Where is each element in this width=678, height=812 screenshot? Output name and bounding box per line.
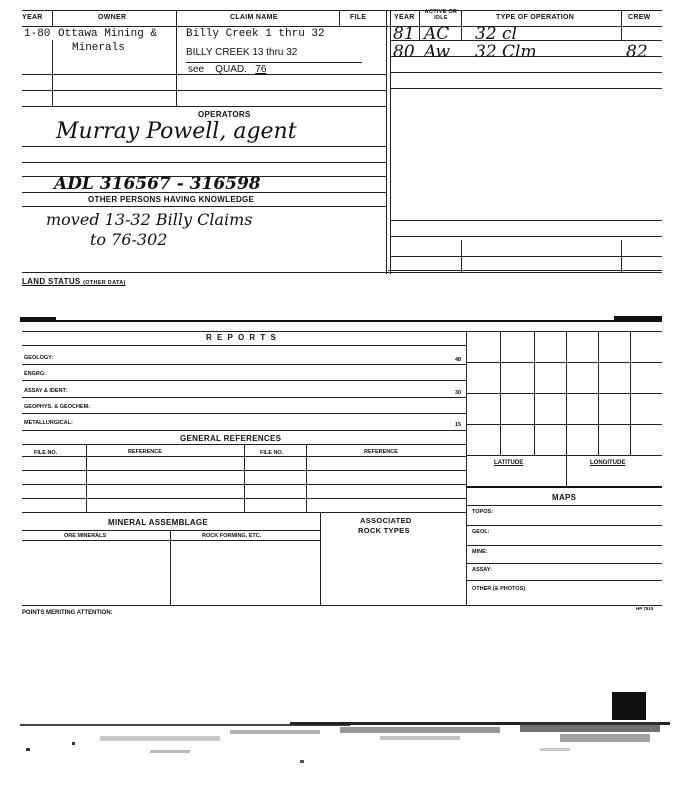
- op2-year: 80: [393, 42, 415, 62]
- report-engrg: ENGRG:: [24, 371, 46, 377]
- rule: [22, 345, 466, 346]
- rule: [22, 430, 466, 431]
- rule: [22, 470, 466, 471]
- rule: [320, 512, 321, 605]
- header-year: YEAR: [22, 14, 43, 21]
- op1-year: 81: [393, 24, 415, 44]
- rule: [390, 236, 662, 237]
- rule: [22, 26, 662, 27]
- rule: [466, 563, 662, 564]
- op2-status: Aw: [424, 42, 451, 62]
- other-persons-label: OTHER PERSONS HAVING KNOWLEDGE: [88, 195, 255, 204]
- latitude-label: LATITUDE: [494, 460, 524, 466]
- points-meriting-attention: POINTS MERITING ATTENTION:: [22, 610, 113, 616]
- claim-see: see: [188, 64, 205, 75]
- reports-title: R E P O R T S: [206, 333, 278, 342]
- op1-type: 32 cl: [475, 24, 517, 44]
- rule: [22, 498, 466, 499]
- rule: [390, 220, 662, 221]
- rock-forming: ROCK FORMING, ETC.: [202, 533, 262, 539]
- op1-status: AC: [424, 24, 450, 44]
- rule: [466, 505, 662, 506]
- report-assay: ASSAY & IDENT:: [24, 388, 68, 394]
- rule: [22, 380, 466, 381]
- gr-reference-1: REFERENCE: [128, 449, 162, 455]
- rule: [621, 10, 622, 40]
- rule: [339, 10, 340, 26]
- rule: [22, 106, 386, 107]
- maps-geol: GEOL:: [472, 529, 490, 535]
- rule: [22, 272, 662, 273]
- rule: [22, 484, 466, 485]
- rule: [466, 362, 662, 363]
- rule: [306, 444, 307, 512]
- assoc-line2: ROCK TYPES: [358, 526, 410, 535]
- scan-speckle: [0, 700, 678, 780]
- general-references-title: GENERAL REFERENCES: [180, 434, 282, 443]
- land-status-sub: (OTHER DATA): [83, 280, 126, 286]
- rule: [466, 424, 662, 425]
- rule: [466, 580, 662, 581]
- longitude-label: LONGITUDE: [590, 460, 626, 466]
- rule: [386, 10, 387, 274]
- rule: [466, 545, 662, 546]
- separator-end-right: [614, 316, 662, 322]
- rule: [466, 486, 662, 488]
- op2-crew: 82: [626, 42, 648, 62]
- rule: [419, 10, 420, 40]
- rule: [22, 162, 386, 163]
- maps-mine: MINE:: [472, 549, 488, 555]
- op2-type: 32 Clm: [475, 42, 537, 62]
- header-owner: OWNER: [98, 14, 127, 21]
- rule: [22, 90, 386, 91]
- rule: [390, 10, 391, 274]
- entry-year: 1-80: [24, 28, 51, 40]
- header-active-idle: ACTIVE OR IDLE: [424, 9, 458, 21]
- rule: [22, 456, 466, 457]
- assoc-line1: ASSOCIATED: [360, 516, 412, 525]
- report-metallurgical-num: 15: [455, 422, 462, 428]
- land-status-title: LAND STATUS: [22, 277, 81, 286]
- rule: [244, 444, 245, 512]
- rule: [22, 206, 386, 207]
- rule: [186, 62, 362, 63]
- maps-title: MAPS: [552, 493, 577, 502]
- report-metallurgical: METALLURGICAL:: [24, 420, 73, 426]
- claim-quad: QUAD.: [215, 64, 247, 75]
- land-status-label: [22, 277, 126, 286]
- gr-reference-2: REFERENCE: [364, 449, 398, 455]
- claim-line2: BILLY CREEK 13 thru 32: [186, 47, 298, 58]
- rule: [466, 525, 662, 526]
- rule: [170, 530, 171, 605]
- rule: [86, 444, 87, 512]
- rule: [22, 413, 466, 414]
- header-file: FILE: [350, 14, 367, 21]
- rule: [52, 40, 53, 106]
- maps-other: OTHER (& PHOTOS): [472, 586, 526, 592]
- rule: [22, 512, 466, 513]
- rule: [22, 10, 662, 11]
- operator-name: Murray Powell, agent: [56, 119, 297, 144]
- form-number: HP 7515: [636, 606, 654, 611]
- report-geology: GEOLOGY:: [24, 355, 54, 361]
- header-year-right: YEAR: [394, 14, 415, 21]
- rule: [22, 146, 386, 147]
- rule: [22, 530, 320, 531]
- claim-line1: Billy Creek 1 thru 32: [186, 28, 325, 40]
- rule: [52, 10, 53, 26]
- header-claim-name: CLAIM NAME: [230, 14, 278, 21]
- maps-assay: ASSAY:: [472, 567, 492, 573]
- header-crew: CREW: [628, 14, 651, 21]
- separator: [20, 320, 662, 322]
- header-type-operation: TYPE OF OPERATION: [496, 14, 575, 21]
- owner-line2: Minerals: [72, 42, 125, 54]
- operator-adl: ADL 316567 - 316598: [54, 174, 261, 194]
- rule: [22, 397, 466, 398]
- owner-line1: Ottawa Mining &: [58, 28, 158, 40]
- rule: [390, 88, 662, 89]
- report-geophys: GEOPHYS. & GEOCHEM:: [24, 404, 91, 410]
- rule: [390, 72, 662, 73]
- claim-quad-number: 76: [255, 64, 267, 75]
- operators-label: OPERATORS: [198, 110, 251, 119]
- rule: [466, 455, 662, 456]
- separator-end-left: [20, 317, 56, 322]
- rule: [22, 605, 662, 606]
- rule: [461, 10, 462, 40]
- maps-topos: TOPOS:: [472, 509, 493, 515]
- report-geology-num: 48: [455, 357, 462, 363]
- report-assay-num: 30: [455, 390, 462, 396]
- rule: [466, 393, 662, 394]
- rule: [176, 10, 177, 106]
- claim-line3: [188, 64, 266, 75]
- gr-file-no-2: FILE NO.: [260, 450, 284, 456]
- other-note-line2: to 76-302: [90, 230, 168, 249]
- rule: [390, 256, 662, 257]
- other-note-line1: moved 13-32 Billy Claims: [46, 210, 253, 229]
- rule: [22, 364, 466, 365]
- rule: [566, 331, 567, 486]
- gr-file-no-1: FILE NO.: [34, 450, 58, 456]
- mineral-title: MINERAL ASSEMBLAGE: [108, 518, 209, 527]
- ore-minerals: ORE MINERALS: [64, 533, 107, 539]
- rule: [22, 540, 320, 541]
